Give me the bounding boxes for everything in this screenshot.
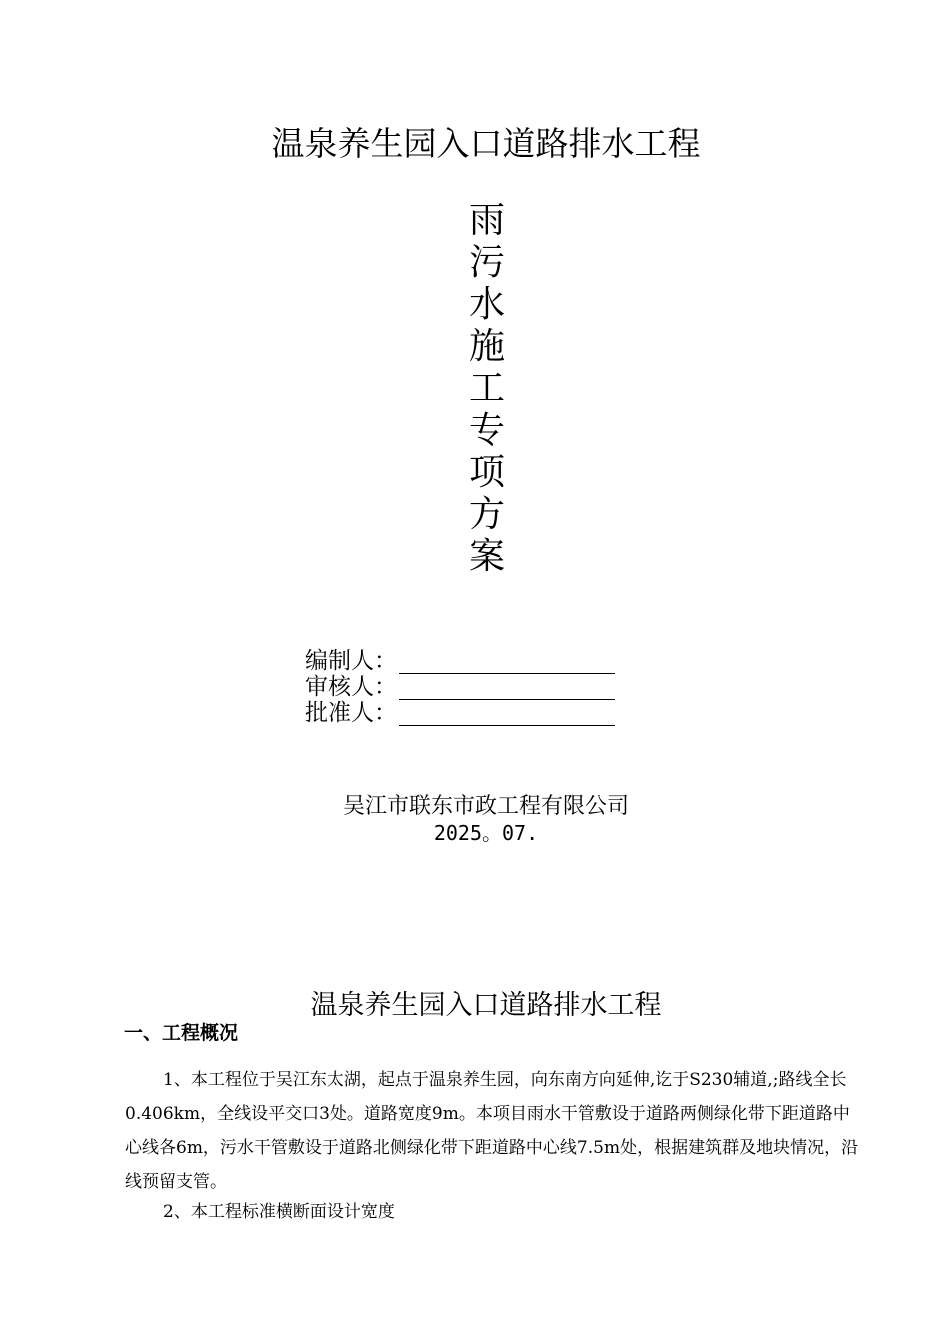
signature-label: 审核人： [305,674,397,700]
vertical-title-char: 污 [468,242,505,283]
signature-label: 批准人： [305,700,397,726]
signature-label: 编制人： [305,648,397,674]
section-title: 温泉养生园入口道路排水工程 [310,990,662,1021]
vertical-title-char: 案 [468,536,505,577]
paragraph-cross-section: 2、本工程标准横断面设计宽度 [163,1202,395,1222]
signature-row-compiler [305,648,615,674]
vertical-title-char: 项 [468,452,505,493]
vertical-title-char: 施 [468,326,505,367]
signature-row-reviewer [305,674,615,700]
paragraph-project-location: 1、本工程位于吴江东太湖，起点于温泉养生园，向东南方向延伸,讫于S230辅道,;路线全长0.406km，全线设平交口3处。道路宽度9m。本项目雨水干管敷设于道路两侧绿化带下距道路中心线各6m，污水干管敷设于道路北侧绿化带下距道路中心线7.5m处，根据建筑群及地块情况，沿线预留支管。 [125,1070,859,1192]
heading-project-overview: 一、工程概况 [124,1022,239,1044]
vertical-title-char: 雨 [468,200,505,241]
signature-row-approver [305,700,615,726]
vertical-title-char: 专 [468,410,505,451]
cover-date: 2025。07. [433,821,539,845]
cover-title: 温泉养生园入口道路排水工程 [271,124,701,163]
vertical-title-char: 水 [468,284,505,325]
vertical-title-char: 工 [468,368,505,409]
company-name: 吴江市联东市政工程有限公司 [342,794,629,819]
signature-line [399,677,615,700]
vertical-title-char: 方 [468,494,505,535]
signature-line [399,651,615,674]
vertical-title [462,200,512,578]
signature-line [399,703,615,726]
